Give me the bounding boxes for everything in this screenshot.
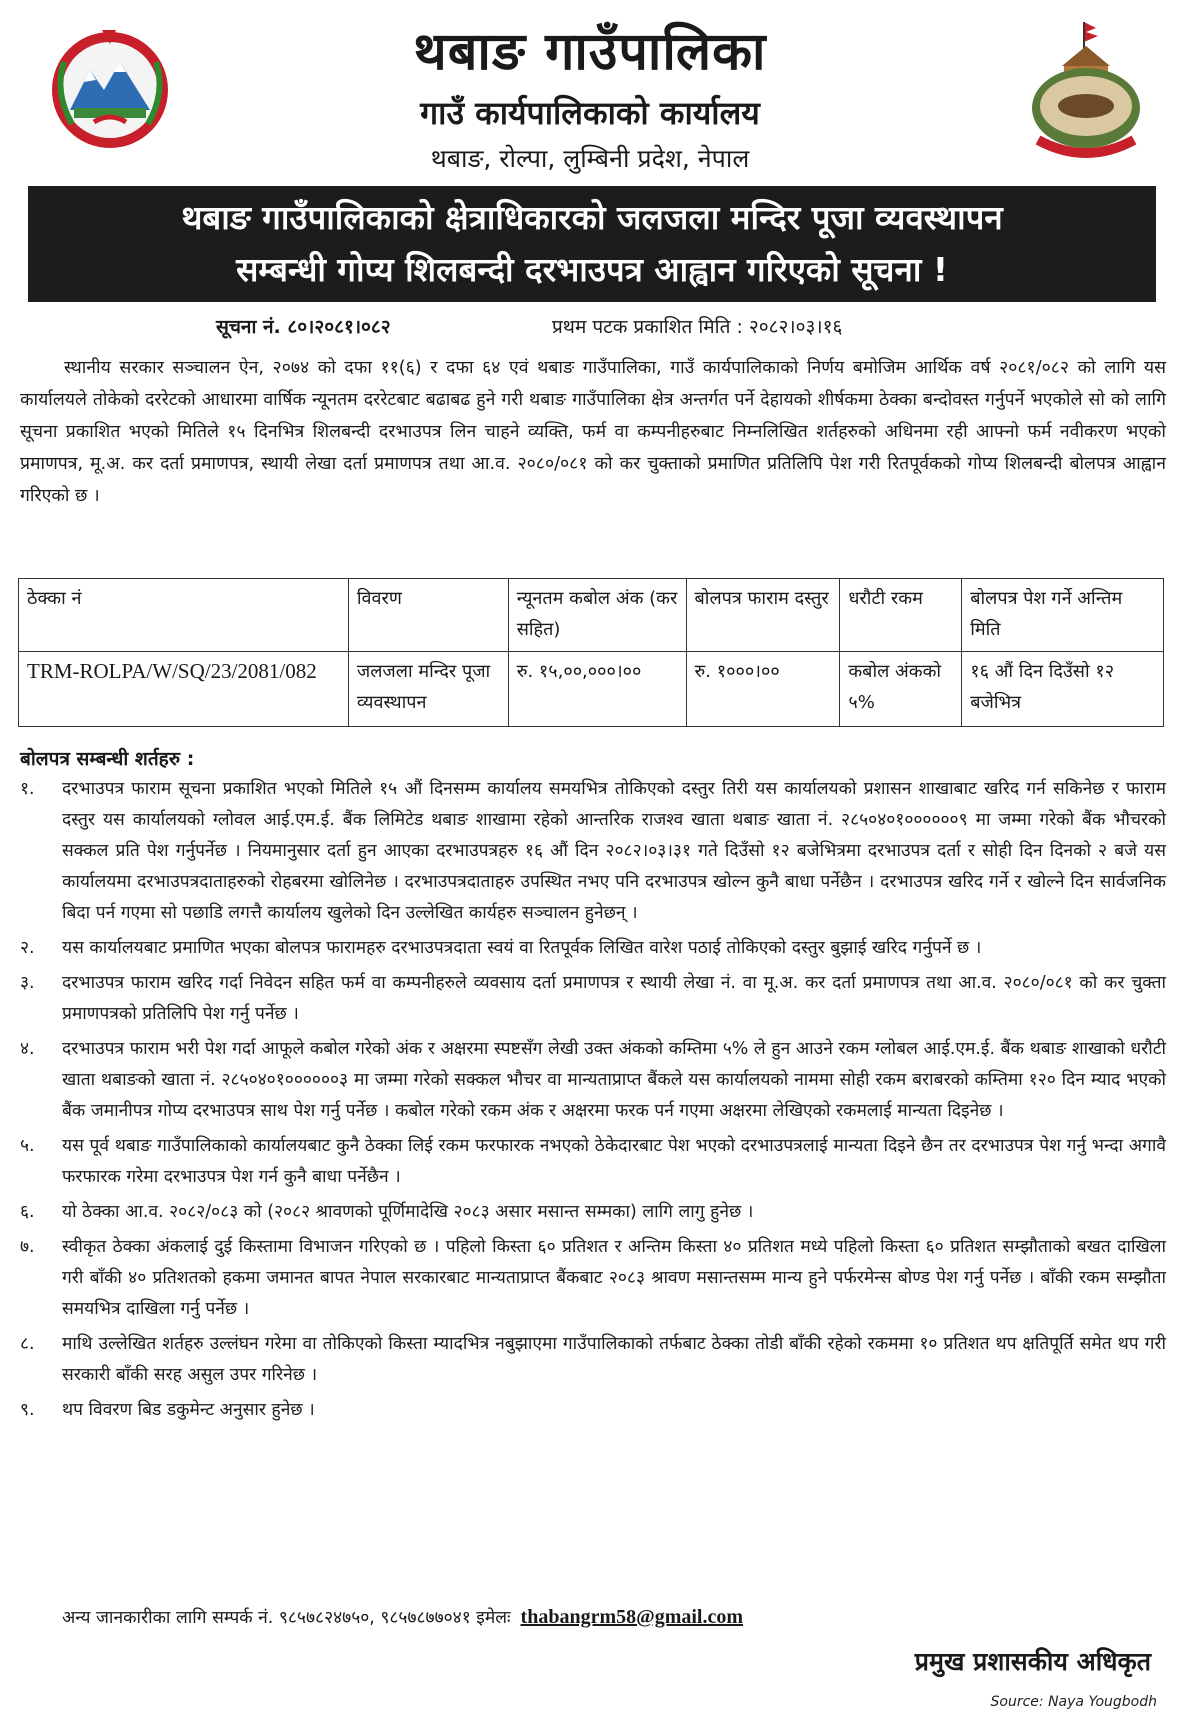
publish-date: प्रथम पटक प्रकाशित मिति : २०८२।०३।१६	[552, 316, 843, 338]
email-link[interactable]: thabangrm58@gmail.com	[520, 1606, 744, 1628]
list-item	[0, 1034, 1166, 1127]
contact-text: अन्य जानकारीका लागि सम्पर्क नं. ९८५७८२४७५०, ९८५७८७७०४१ इमेलः	[62, 1608, 511, 1628]
term-text: यस पूर्व थबाङ गाउँपालिकाको कार्यालयबाट कुनै ठेक्का लिई रकम फरफारक नभएको ठेकेदारबाट पेश भएको दरभाउपत्रलाई मान्यता दिइने छैन तर दरभाउपत्र पेश गर्नु भन्दा अगावै फरफारक गरेमा दरभाउपत्र पेश गर्न कुनै बाधा पर्नेछैन ।	[62, 1136, 1166, 1187]
term-number: ६.	[20, 1202, 35, 1222]
list-item	[0, 774, 1166, 929]
cell-form-fee: रु. १०००।००	[686, 652, 840, 727]
municipality-logo-icon	[1024, 20, 1148, 160]
notice-number: सूचना नं. ८०।२०८१।०८२	[216, 316, 391, 338]
table-row	[19, 652, 1164, 727]
term-text: यो ठेक्का आ.व. २०८२/०८३ को (२०८२ श्रावणको पूर्णिमादेखि २०८३ असार मसान्त सम्मका) लागि लागु हुनेछ ।	[62, 1202, 754, 1222]
notice-headline-banner	[28, 186, 1156, 302]
signatory-title: प्रमुख प्रशासकीय अधिकृत	[914, 1647, 1151, 1676]
term-text: स्वीकृत ठेक्का अंकलाई दुई किस्तामा विभाजन गरिएको छ । पहिलो किस्ता ६० प्रतिशत र अन्तिम किस्ता ४० प्रतिशत मध्ये पहिलो किस्ता ६० प्रतिशत सम्झौताको बखत दाखिला गरी बाँकी ४० प्रतिशतको हकमा जमानत बापत नेपाल सरकारबाट मान्यताप्राप्त बैंकबाट २०८३ श्रावण मसान्तसम्म मान्य हुने पर्फरमेन्स बोण्ड पेश गर्नु पर्नेछ । बाँकी रकम सम्झौता समयभित्र दाखिला गर्नु पर्नेछ ।	[62, 1237, 1166, 1319]
col-deposit: धरौटी रकम	[840, 579, 962, 652]
term-number: १.	[20, 779, 35, 799]
contact-line	[62, 1602, 743, 1633]
list-item	[0, 1395, 1166, 1426]
cell-deadline: १६ औं दिन दिउँसो १२ बजेभित्र	[962, 652, 1164, 727]
list-item	[0, 1329, 1166, 1391]
list-item	[0, 968, 1166, 1030]
col-description: विवरण	[348, 579, 508, 652]
term-text: थप विवरण बिड डकुमेन्ट अनुसार हुनेछ ।	[62, 1400, 315, 1420]
source-credit: Source: Naya Yougbodh	[990, 1694, 1157, 1710]
headline-line-1: थबाङ गाउँपालिकाको क्षेत्राधिकारको जलजला मन्दिर पूजा व्यवस्थापन	[181, 198, 1003, 237]
list-item	[0, 1131, 1166, 1193]
term-number: ८.	[20, 1334, 35, 1354]
headline-line-2: सम्बन्धी गोप्य शिलबन्दी दरभाउपत्र आह्वान गरिएको सूचना !	[236, 250, 948, 289]
term-number: ५.	[20, 1136, 35, 1156]
nepal-emblem-icon	[44, 24, 176, 156]
term-number: ७.	[20, 1237, 35, 1257]
office-address: थबाङ, रोल्पा, लुम्बिनी प्रदेश, नेपाल	[430, 144, 750, 173]
terms-list	[0, 774, 1166, 1430]
terms-heading: बोलपत्र सम्बन्धी शर्तहरु :	[20, 748, 195, 770]
cell-description: जलजला मन्दिर पूजा व्यवस्थापन	[348, 652, 508, 727]
list-item	[0, 1232, 1166, 1325]
term-number: ३.	[20, 973, 35, 993]
term-text: दरभाउपत्र फाराम भरी पेश गर्दा आफूले कबोल गरेको अंक र अक्षरमा स्पष्टसँग लेखी उक्त अंकको कम्तिमा ५% ले हुन आउने रकम ग्लोबल आई.एम.ई. बैंक थबाङ शाखाको धरौटी खाता थबाङको खाता नं. २८५०४०१००००००३ मा जम्मा गरेको सक्कल भौचर वा मान्यताप्राप्त बैंकले यस कार्यालयको नाममा सोही रकम बराबरको कम्तिमा १२० दिन म्याद भएको बैंक जमानीपत्र गोप्य दरभाउपत्र साथ पेश गर्नु पर्नेछ । कबोल गरेको रकम अंक र अक्षरमा फरक पर्न गएमा अक्षरमा लेखिएको रकमलाई मान्यता दिइनेछ ।	[62, 1039, 1166, 1121]
cell-deposit: कबोल अंकको ५%	[840, 652, 962, 727]
col-deadline: बोलपत्र पेश गर्ने अन्तिम मिति	[962, 579, 1164, 652]
col-minimum-bid: न्यूनतम कबोल अंक (कर सहित)	[508, 579, 686, 652]
term-text: दरभाउपत्र फाराम खरिद गर्दा निवेदन सहित फर्म वा कम्पनीहरुले व्यवसाय दर्ता प्रमाणपत्र र स्थायी लेखा नं. वा मू.अ. कर दर्ता प्रमाणपत्र तथा आ.व. २०८०/०८१ को कर चुक्ता प्रमाणपत्रको प्रतिलिपि पेश गर्नु पर्नेछ ।	[62, 973, 1166, 1024]
table-header-row	[19, 579, 1164, 652]
term-text: यस कार्यालयबाट प्रमाणित भएका बोलपत्र फारामहरु दरभाउपत्रदाता स्वयं वा रितपूर्वक लिखित वारेश पठाई तोकिएको दस्तुर बुझाई खरिद गर्नुपर्ने छ ।	[62, 938, 982, 958]
cell-contract-no: TRM-ROLPA/W/SQ/23/2081/082	[19, 652, 349, 727]
cell-minimum-bid: रु. १५,००,०००।००	[508, 652, 686, 727]
tender-table	[18, 578, 1164, 727]
list-item	[0, 933, 1166, 964]
list-item	[0, 1197, 1166, 1228]
intro-paragraph: स्थानीय सरकार सञ्चालन ऐन, २०७४ को दफा ११(६) र दफा ६४ एवं थबाङ गाउँपालिका, गाउँ कार्यपालिकाको निर्णय बमोजिम आर्थिक वर्ष २०८१/०८२ को लागि यस कार्यालयले तोकेको दररेटको आधारमा वार्षिक न्यूनतम दररेटबाट बढाबढ हुने गरी थबाङ गाउँपालिका क्षेत्र अन्तर्गत पर्ने देहायको शीर्षकमा ठेक्का बन्दोवस्त गर्नुपर्ने भएकोले सो को लागि सूचना प्रकाशित भएको मितिले १५ दिनभित्र शिलबन्दी दरभाउपत्र लिन चाहने व्यक्ति, फर्म वा कम्पनीहरुबाट निम्नलिखित शर्तहरुको अधिनमा रही आफ्नो फर्म नवीकरण भएको प्रमाणपत्र, मू.अ. कर दर्ता प्रमाणपत्र, स्थायी लेखा दर्ता प्रमाणपत्र तथा आ.व. २०८०/०८१ को कर चुक्ताको प्रमाणित प्रतिलिपि पेश गरी रितपूर्वकको गोप्य शिलबन्दी बोलपत्र आह्वान गरिएको छ ।	[20, 358, 1166, 506]
term-number: ४.	[20, 1039, 35, 1059]
term-number: २.	[20, 938, 35, 958]
office-name: गाउँ कार्यपालिकाको कार्यालय	[420, 94, 760, 132]
col-contract-no: ठेक्का नं	[19, 579, 349, 652]
term-text: माथि उल्लेखित शर्तहरु उल्लंघन गरेमा वा तोकिएको किस्ता म्यादभित्र नबुझाएमा गाउँपालिकाको तर्फबाट ठेक्का तोडी बाँकी रहेको रकममा १० प्रतिशत थप क्षतिपूर्ति समेत थप गरी सरकारी बाँकी सरह असुल उपर गरिनेछ ।	[62, 1334, 1166, 1385]
col-form-fee: बोलपत्र फाराम दस्तुर	[686, 579, 840, 652]
term-text: दरभाउपत्र फाराम सूचना प्रकाशित भएको मितिले १५ औं दिनसम्म कार्यालय समयभित्र तोकिएको दस्तुर तिरी यस कार्यालयको प्रशासन शाखाबाट खरिद गर्न सकिनेछ र फाराम दस्तुर यस कार्यालयको ग्लोवल आई.एम.ई. बैंक लिमिटेड थबाङ शाखामा रहेको आन्तरिक राजश्व खाता थबाङ खाता नं. २८५०४०१००००००९ मा जम्मा गरेको बैंक भौचरको सक्कल प्रति पेश गर्नुपर्नेछ । नियमानुसार दर्ता हुन आएका दरभाउपत्रहरु १६ औं दिन २०८२।०३।३१ गते दिउँसो १२ बजेभित्रमा दरभाउपत्र दर्ता र सोही दिन दिनको २ बजे यस कार्यालयमा दरभाउपत्रदाताहरुको रोहबरमा खोलिनेछ । दरभाउपत्रदाताहरु उपस्थित नभए पनि दरभाउपत्र खोल्न कुनै बाधा पर्नेछैन । दरभाउपत्र खरिद गर्ने र खोल्ने दिन सार्वजनिक बिदा पर्न गएमा सो पछाडि लगत्तै कार्यालय खुलेको दिन उल्लेखित कार्यहरु सञ्चालन हुनेछन् ।	[62, 779, 1166, 923]
municipality-title: थबाङ गाउँपालिका	[413, 22, 767, 82]
term-number: ९.	[20, 1400, 35, 1420]
